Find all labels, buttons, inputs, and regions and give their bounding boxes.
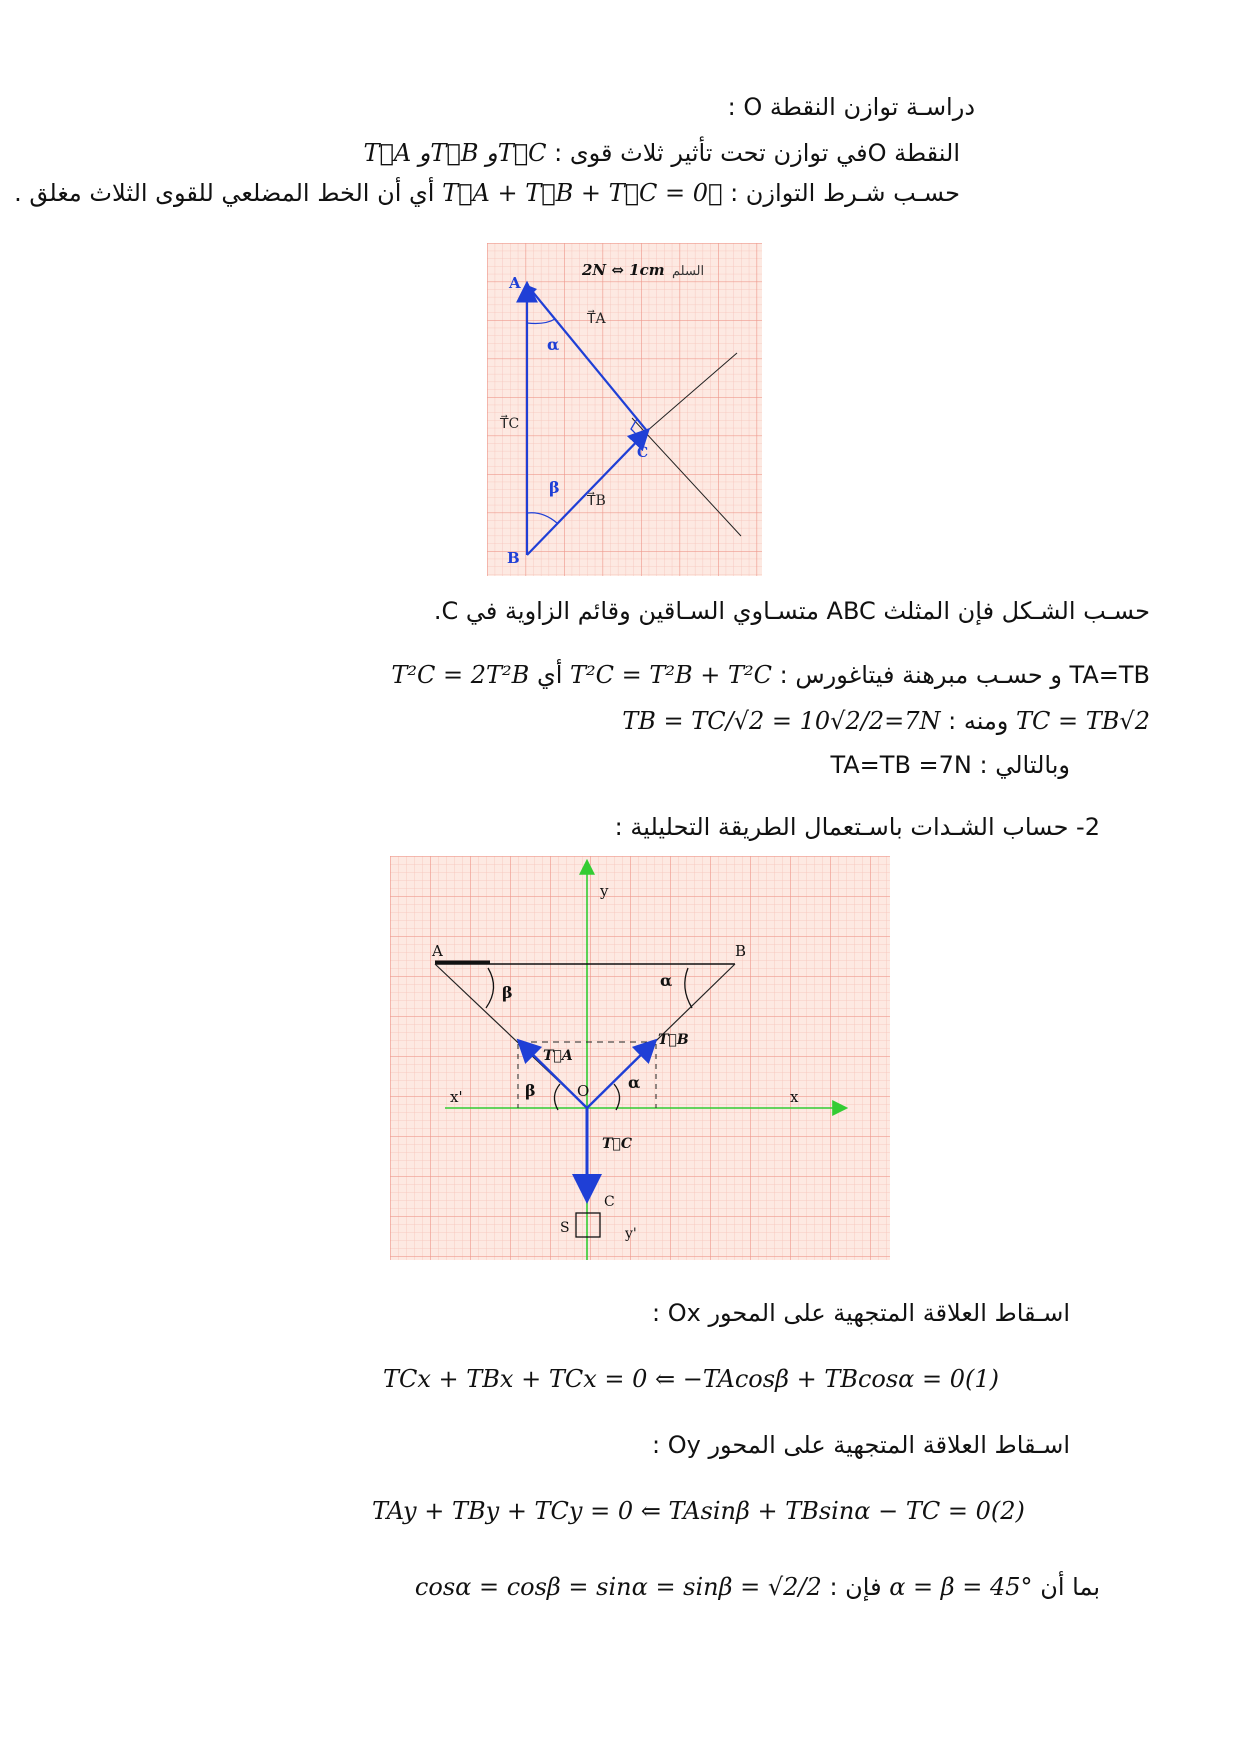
point-c-label: C [637,445,649,461]
vector-ta-label: T⃗A [543,1048,573,1064]
x-prime-label: x' [450,1088,463,1106]
vector-tc-label: T⃗C [500,416,520,432]
forces-math: T⃗A وT⃗B وT⃗C [363,139,547,167]
pythagoras-math1: T²C = T²B + T²C [570,661,773,689]
final-line [415,1572,1100,1602]
final-text: بما أن [1040,1573,1100,1601]
point-a-label: A [509,274,521,292]
vector-tb-label: T⃗B [658,1032,689,1048]
proj-ox-heading: اسـقاط العلاقة المتجهية على المحور Ox : [652,1299,1070,1327]
condition-tail: أي أن الخط المضلعي للقوى الثلاث مغلق . [14,179,435,207]
graph-paper-grid [390,856,890,1260]
tb-formula: TB = TC/√2 = 10√2/2 [622,707,885,735]
proj-oy-equation: TAy + TBy + TCy = 0 ⇐ TAsinβ + TBsinα − TC = 0(2) [372,1497,1025,1525]
mass-s-label: S [560,1220,570,1236]
conclusion-value: TA=TB =7N [830,751,972,779]
beta-label-a: β [502,983,513,1002]
point-a-label: A [432,942,443,960]
triangle-note: حسـب الشـكل فإن المثلث ABC متسـاوي السـاقين وقائم الزاوية في C. [433,597,1150,625]
analytical-method-figure [390,856,890,1260]
proj-oy-heading: اسـقاط العلاقة المتجهية على المحور Oy : [652,1431,1070,1459]
y-axis-label: y [600,882,609,900]
vector-tc-label: T⃗C [602,1136,632,1152]
section-heading: دراسـة توازن النقطة O : [727,93,975,121]
section2-heading: 2- حساب الشـدات باسـتعمال الطريقة التحليلية : [614,813,1100,841]
final-angle: α = β = 45° [889,1573,1033,1601]
graph-paper-grid [487,243,762,576]
force-polygon-figure [487,243,762,576]
alpha-label-b: α [660,971,673,990]
final-then: فإن : [829,1573,882,1601]
x-axis-label: x [790,1088,799,1106]
vector-ta-label: T⃗A [587,311,606,327]
scale-label: 2N ⇔ 1cm [582,261,665,279]
hence-line [622,706,1150,736]
tc-formula: TC = TB√2 [1016,707,1150,735]
forces-text: النقطة Oفي توازن تحت تأثير ثلاث قوى : [554,139,960,167]
scale-word: السلم [672,264,705,279]
ta-equals-tb: TA=TB [1069,661,1150,689]
hence-word: ومنه : [948,707,1009,735]
point-b-label: B [507,549,520,567]
final-equation: cosα = cosβ = sinα = sinβ = √2/2 [414,1573,822,1601]
point-b-label: B [735,942,747,960]
beta-label: β [549,478,560,497]
conclusion-text: وبالتالي : [979,751,1070,779]
condition-text: حسـب شـرط التوازن : [730,179,960,207]
proj-ox-equation: TCx + TBx + TCx = 0 ⇐ −TAcosβ + TBcosα = 0(1) [383,1365,1000,1393]
alpha-label-o: α [628,1073,641,1092]
beta-label-o: β [525,1081,536,1100]
conclusion-line [830,750,1070,780]
tb-result: =7N [884,707,941,735]
condition-math: T⃗A + T⃗B + T⃗C = 0⃗ [442,179,723,207]
pythagoras-line [391,660,1150,690]
pythagoras-math2: T²C = 2T²B [391,661,530,689]
pythagoras-text: و حسـب مبرهنة فيتاغورس : [779,661,1062,689]
point-c-label: C [604,1194,615,1210]
equilibrium-condition [14,178,960,208]
vector-tb-label: T⃗B [587,493,606,509]
alpha-label: α [547,335,560,354]
point-o-label: O [577,1082,590,1100]
pythagoras-word: أي [536,661,563,689]
y-prime-label: y' [625,1226,637,1242]
forces-line [363,138,960,168]
